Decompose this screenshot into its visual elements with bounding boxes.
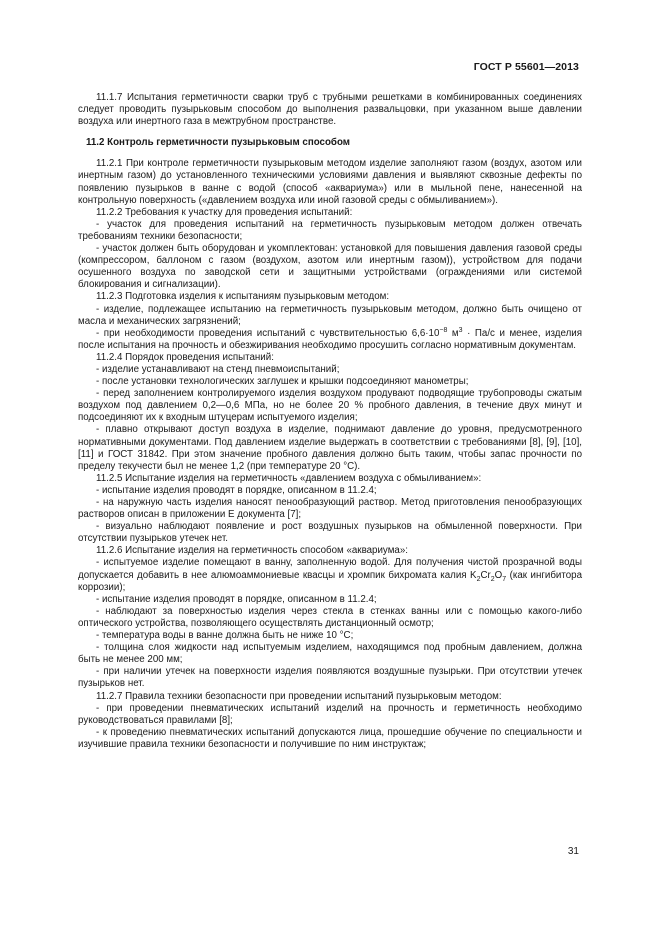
list-item: - участок для проведения испытаний на герметичность пузырьковым методом должен отвечать требованиям техники безопасности;: [78, 218, 582, 242]
list-item: - изделие устанавливают на стенд пневмоиспытаний;: [96, 363, 340, 375]
list-item: - визуально наблюдают появление и рост воздушных пузырьков на обмыленной поверхности. При отсутствии пузырьков утечек нет.: [78, 521, 582, 545]
paragraph-11-2-7: 11.2.7 Правила техники безопасности при проведении испытаний пузырьковым методом:: [96, 690, 502, 702]
list-item: - участок должен быть оборудован и укомплектован: установкой для повышения давления газовой среды (компрессором, баллоном с газом (воздухом, азотом или инертным газом)), устройством для подачи осушенного воздуха по заводской сети и защитными устройствами (ограждениями или системой блокирования и сигнализации).: [78, 243, 582, 291]
paragraph-11-2-6: 11.2.6 Испытание изделия на герметичность способом «аквариума»:: [96, 545, 408, 557]
standard-header: ГОСТ Р 55601—2013: [473, 61, 579, 73]
list-item: - наблюдают за поверхностью изделия через стекла в стенках ванны или с помощью какого-либо оптического устройства, позволяющего осуществлять дистанционный осмотр;: [78, 605, 582, 629]
list-item: - перед заполнением контролируемого изделия воздухом продувают подводящие трубопроводы сжатым воздухом под давлением 0,2—0,6 МПа, но не более 20 % пробного давления, в течение двух минут и подсоединяют их к входным штуцерам испытуемого изделия;: [78, 388, 582, 424]
list-item: - плавно открывают доступ воздуха в изделие, поднимают давление до уровня, предусмотренного нормативными документами. Под давлением изделие выдержать в соответствии с требованиями [8], [9], [10], [11] и ГОСТ 31842. При этом значение пробного давления должно быть таким, чтобы запас прочности по пределу текучести был не менее 1,2 (при температуре 20 °С).: [78, 424, 582, 472]
list-item: - толщина слоя жидкости над испытуемым изделием, находящимся под пробным давлением, должна быть не менее 200 мм;: [78, 642, 582, 666]
list-item: - температура воды в ванне должна быть не ниже 10 °С;: [96, 630, 354, 642]
list-item: - при наличии утечек на поверхности изделия появляются воздушные пузырьки. При отсутствии утечек пузырьков нет.: [78, 666, 582, 690]
list-item: - на наружную часть изделия наносят пенообразующий раствор. Метод приготовления пенообразующих растворов описан в приложении Е документа [7];: [78, 497, 582, 521]
list-item-formula: - испытуемое изделие помещают в ванну, заполненную водой. Для получения чистой прозрачной воды допускается добавить в нее алюмоаммониевые квасцы и хромпик бихромата калия $K_2Cr_2O_7$ (как ингибитора коррозии);: [78, 557, 582, 593]
paragraph-11-2-4: 11.2.4 Порядок проведения испытаний:: [96, 351, 274, 363]
page-number: 31: [567, 846, 579, 857]
paragraph-11-1-7: 11.1.7 Испытания герметичности сварки труб с трубными решетками в комбинированных соединениях следует проводить пузырьковым способом до выполнения развальцовки, при указанном выше давлении воздуха или инертного газа в межтрубном пространстве.: [78, 92, 582, 128]
list-item: - к проведению пневматических испытаний допускаются лица, прошедшие обучение по специальности и изучившие правила техники безопасности и получившие по ним инструктаж;: [78, 726, 582, 750]
list-item: - после установки технологических заглушек и крышки подсоединяют манометры;: [96, 376, 469, 388]
list-item: - изделие, подлежащее испытанию на герметичность пузырьковым методом, должно быть очищено от масла и механических загрязнений;: [78, 303, 582, 327]
paragraph-11-2-2: 11.2.2 Требования к участку для проведения испытаний:: [96, 206, 353, 218]
paragraph-11-2-1: 11.2.1 При контроле герметичности пузырьковым методом изделие заполняют газом (воздух, азотом или инертным газом) до установленного техническими условиями давления и выявляют сквозные дефекты по появлению пузырьков в ванне с водой (способ «аквариума») или в мыльной пене, нанесенной на контрольную поверхность («давлением воздуха или иной газовой среды с обмыливанием»).: [78, 158, 582, 206]
list-item-sensitivity: - при необходимости проведения испытаний с чувствительностью $6,6\cdot 10^{-8}$ $м^3 \cdot Па/с$ и менее, изделия после испытания на прочность и обезжиривания необходимо просушить согласно нормативным документам.: [78, 326, 582, 351]
list-item: - испытание изделия проводят в порядке, описанном в 11.2.4;: [96, 593, 377, 605]
paragraph-11-2-5: 11.2.5 Испытание изделия на герметичность «давлением воздуха с обмыливанием»:: [96, 472, 482, 484]
paragraph-11-2-3: 11.2.3 Подготовка изделия к испытаниям пузырьковым методом:: [96, 291, 390, 303]
document-body: [78, 92, 582, 751]
section-heading-11-2: 11.2 Контроль герметичности пузырьковым способом: [86, 137, 350, 149]
list-item: - испытание изделия проводят в порядке, описанном в 11.2.4;: [96, 484, 377, 496]
list-item: - при проведении пневматических испытаний изделий на прочность и герметичность необходимо руководствоваться правилами [8];: [78, 702, 582, 726]
